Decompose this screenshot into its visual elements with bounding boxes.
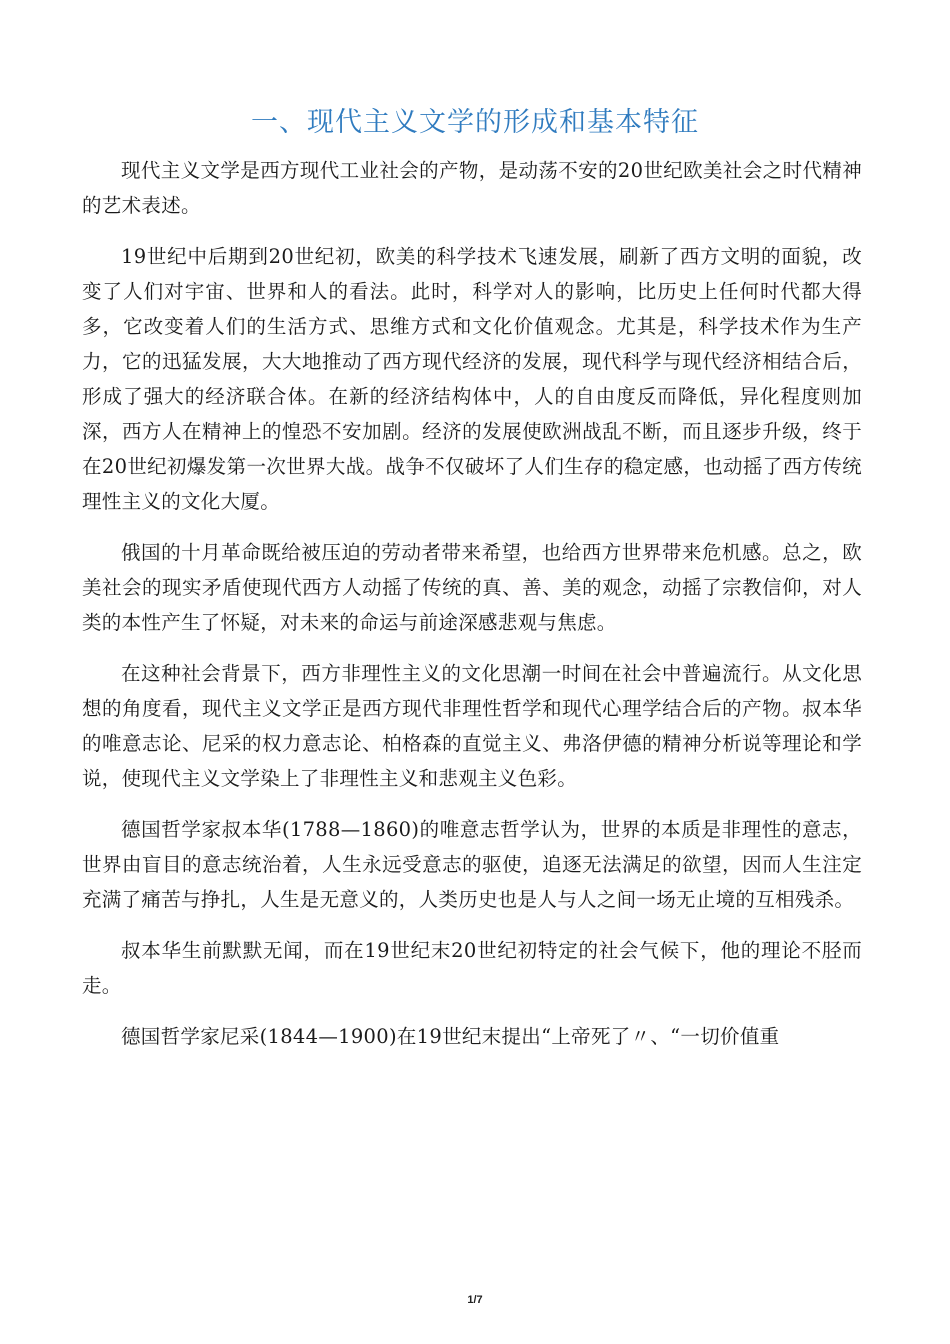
- paragraph-6: 叔本华生前默默无闻，而在19世纪末20世纪初特定的社会气候下，他的理论不胫而走。: [82, 939, 862, 997]
- section-title: 一、现代主义文学的形成和基本特征: [251, 107, 699, 138]
- paragraph-2: 19世纪中后期到20世纪初，欧美的科学技术飞速发展，刷新了西方文明的面貌，改变了人们对宇宙、世界和人的看法。此时，科学对人的影响，比历史上任何时代都大得多，它改变着人们的生活方式、思维方式和文化价值观念。尤其是，科学技术作为生产力，它的迅猛发展，大大地推动了西方现代经济的发展，现代科学与现代经济相结合后，形成了强大的经济联合体。在新的经济结构体中，人的自由度反而降低，异化程度则加深，西方人在精神上的惶恐不安加剧。经济的发展使欧洲战乱不断，而且逐步升级，终于在20世纪初爆发第一次世界大战。战争不仅破坏了人们生存的稳定感，也动摇了西方传统理性主义的文化大厦。: [82, 245, 862, 513]
- paragraph-7: 德国哲学家尼采(1844—1900)在19世纪末提出“上帝死了〃、“一切价值重: [121, 1025, 780, 1048]
- paragraph-1: 现代主义文学是西方现代工业社会的产物，是动荡不安的20世纪欧美社会之时代精神的艺术表述。: [82, 159, 862, 217]
- paragraph-5: 德国哲学家叔本华(1788—1860)的唯意志哲学认为，世界的本质是非理性的意志，世界由盲目的意志统治着，人生永远受意志的驱使，追逐无法满足的欲望，因而人生注定充满了痛苦与挣扎，人生是无意义的，人类历史也是人与人之间一场无止境的互相残杀。: [82, 818, 862, 911]
- page-number: 1/7: [467, 1294, 483, 1306]
- paragraph-3: 俄国的十月革命既给被压迫的劳动者带来希望，也给西方世界带来危机感。总之，欧美社会的现实矛盾使现代西方人动摇了传统的真、善、美的观念，动摇了宗教信仰，对人类的本性产生了怀疑，对未来的命运与前途深感悲观与焦虑。: [82, 541, 862, 634]
- paragraph-4: 在这种社会背景下，西方非理性主义的文化思潮一时间在社会中普遍流行。从文化思想的角度看，现代主义文学正是西方现代非理性哲学和现代心理学结合后的产物。叔本华的唯意志论、尼采的权力意志论、柏格森的直觉主义、弗洛伊德的精神分析说等理论和学说，使现代主义文学染上了非理性主义和悲观主义色彩。: [82, 662, 862, 790]
- body-text: [82, 153, 862, 1070]
